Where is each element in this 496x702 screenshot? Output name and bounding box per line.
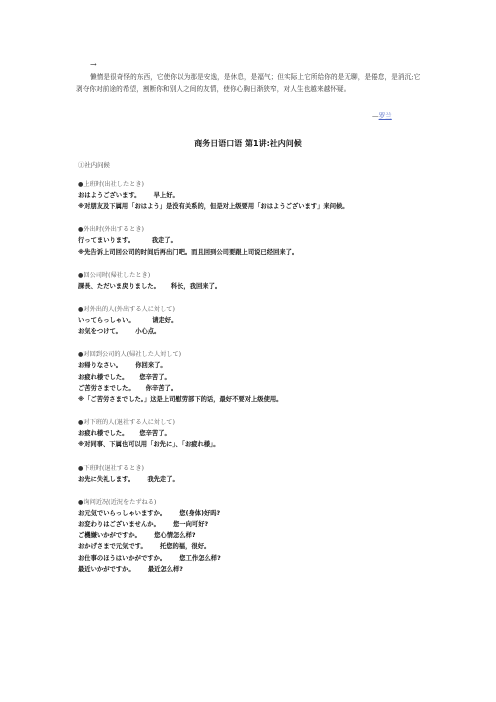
note-line: ※对同事、下属也可以用「お先に」、「お疲れ様」。 [78, 441, 220, 449]
phrase-line: 最近いかがですか。 最近怎么样? [78, 565, 183, 573]
section-arrive [78, 180, 438, 212]
section-leave-work [78, 464, 438, 485]
heading-text: 对回到公司的人(帰社した人対して) [83, 351, 182, 359]
phrase-line: お仕事のほうはいかがですか。 您工作怎么样? [78, 554, 221, 562]
section-return [78, 271, 438, 292]
phrase-line: お先に失礼します。 我先走了。 [78, 475, 179, 483]
note-line: ※对朋友及下属用「おはよう」是没有关系的，但是对上级要用「おはようございます」来问候。 [78, 203, 349, 211]
bullet-icon: ● [78, 351, 84, 359]
phrase-line: お気をつけて。 小心点。 [78, 328, 161, 336]
heading-text: 对外出的人(外出する人に対して) [83, 306, 175, 314]
phrase-line: お元気でいらっしゃいますか。 您(身体)好吗? [78, 509, 221, 517]
section-heading [78, 418, 438, 428]
bullet-icon: ● [78, 419, 84, 427]
author-dash: — [372, 112, 379, 120]
quote-paragraph: 懒惰是很奇怪的东西，它使你以为那是安逸，是休息，是福气；但实际上它所给你的是无聊，是倦怠，是消沉;它剥夺你对前途的希望，割断你和别人之间的友情，使你心胸日渐狭窄，对人生也越来越怀疑。 [76, 73, 421, 93]
section-heading [78, 180, 438, 190]
section-to-returned [78, 350, 438, 405]
phrase-line: いってらっしゃい。 请走好。 [78, 317, 178, 325]
bullet-icon: ● [78, 306, 84, 314]
section-heading [78, 464, 438, 474]
section-subtitle: ①社内问候 [78, 161, 110, 169]
section-heading [78, 305, 438, 315]
phrase-line: お疲れ様でした。 您辛苦了。 [78, 430, 171, 438]
bullet-icon: ● [78, 181, 84, 188]
section-heading [78, 350, 438, 360]
arrow-mark: → [90, 60, 97, 69]
note-line: ※「ご苦労さまでした。」这是上司慰劳部下的话，最好不要对上级使用。 [78, 396, 283, 404]
phrase-line: お疲れ様でした。 您辛苦了。 [78, 373, 171, 381]
phrase-line: おかげさまで元気です。 托您的福，很好。 [78, 543, 211, 551]
heading-text: 外出时(外出するとき) [83, 226, 144, 234]
bullet-icon: ● [78, 226, 84, 234]
section-to-leaving-work [78, 418, 438, 450]
quote-author [372, 110, 392, 120]
section-go-out [78, 225, 438, 257]
section-to-leaving [78, 305, 438, 337]
heading-text: 对下班的人(退社する人に対して) [83, 419, 175, 427]
phrase-line: お帰りなさい。 你回来了。 [78, 362, 167, 370]
section-ask-condition [78, 498, 438, 575]
phrase-line: 行ってまいります。 我走了。 [78, 237, 177, 245]
heading-text: 询问近况(近況をたずねる) [83, 498, 157, 506]
content-body [78, 180, 438, 588]
phrase-line: ご苦労さまでした。 你辛苦了。 [78, 384, 178, 392]
phrase-line: お変わりはございませんか。 您一向可好? [78, 521, 209, 529]
bullet-icon: ● [78, 464, 84, 472]
bullet-icon: ● [78, 498, 84, 506]
heading-text: 下班时(退社するとき) [83, 464, 144, 472]
bullet-icon: ● [78, 271, 84, 279]
heading-text: 上班时(出社したとき) [83, 181, 144, 188]
section-heading [78, 225, 438, 235]
section-heading [78, 498, 438, 508]
phrase-line: ご機嫌いかがですか。 您心情怎么样? [78, 532, 196, 540]
phrase-line: おはようございます。 早上好。 [78, 192, 179, 199]
page-title: 商务日语口语 第1讲:社内问候 [194, 139, 302, 148]
heading-text: 回公司时(帰社したとき) [83, 271, 151, 279]
note-line: ※先告诉上司回公司的时间后再出门吧。而且回到公司要跟上司说已经回来了。 [78, 248, 299, 256]
phrase-line: 課長、ただいま戻りました。 科长，我回来了。 [78, 282, 222, 290]
author-name-link[interactable]: 罗兰 [378, 112, 392, 120]
section-heading [78, 271, 438, 281]
